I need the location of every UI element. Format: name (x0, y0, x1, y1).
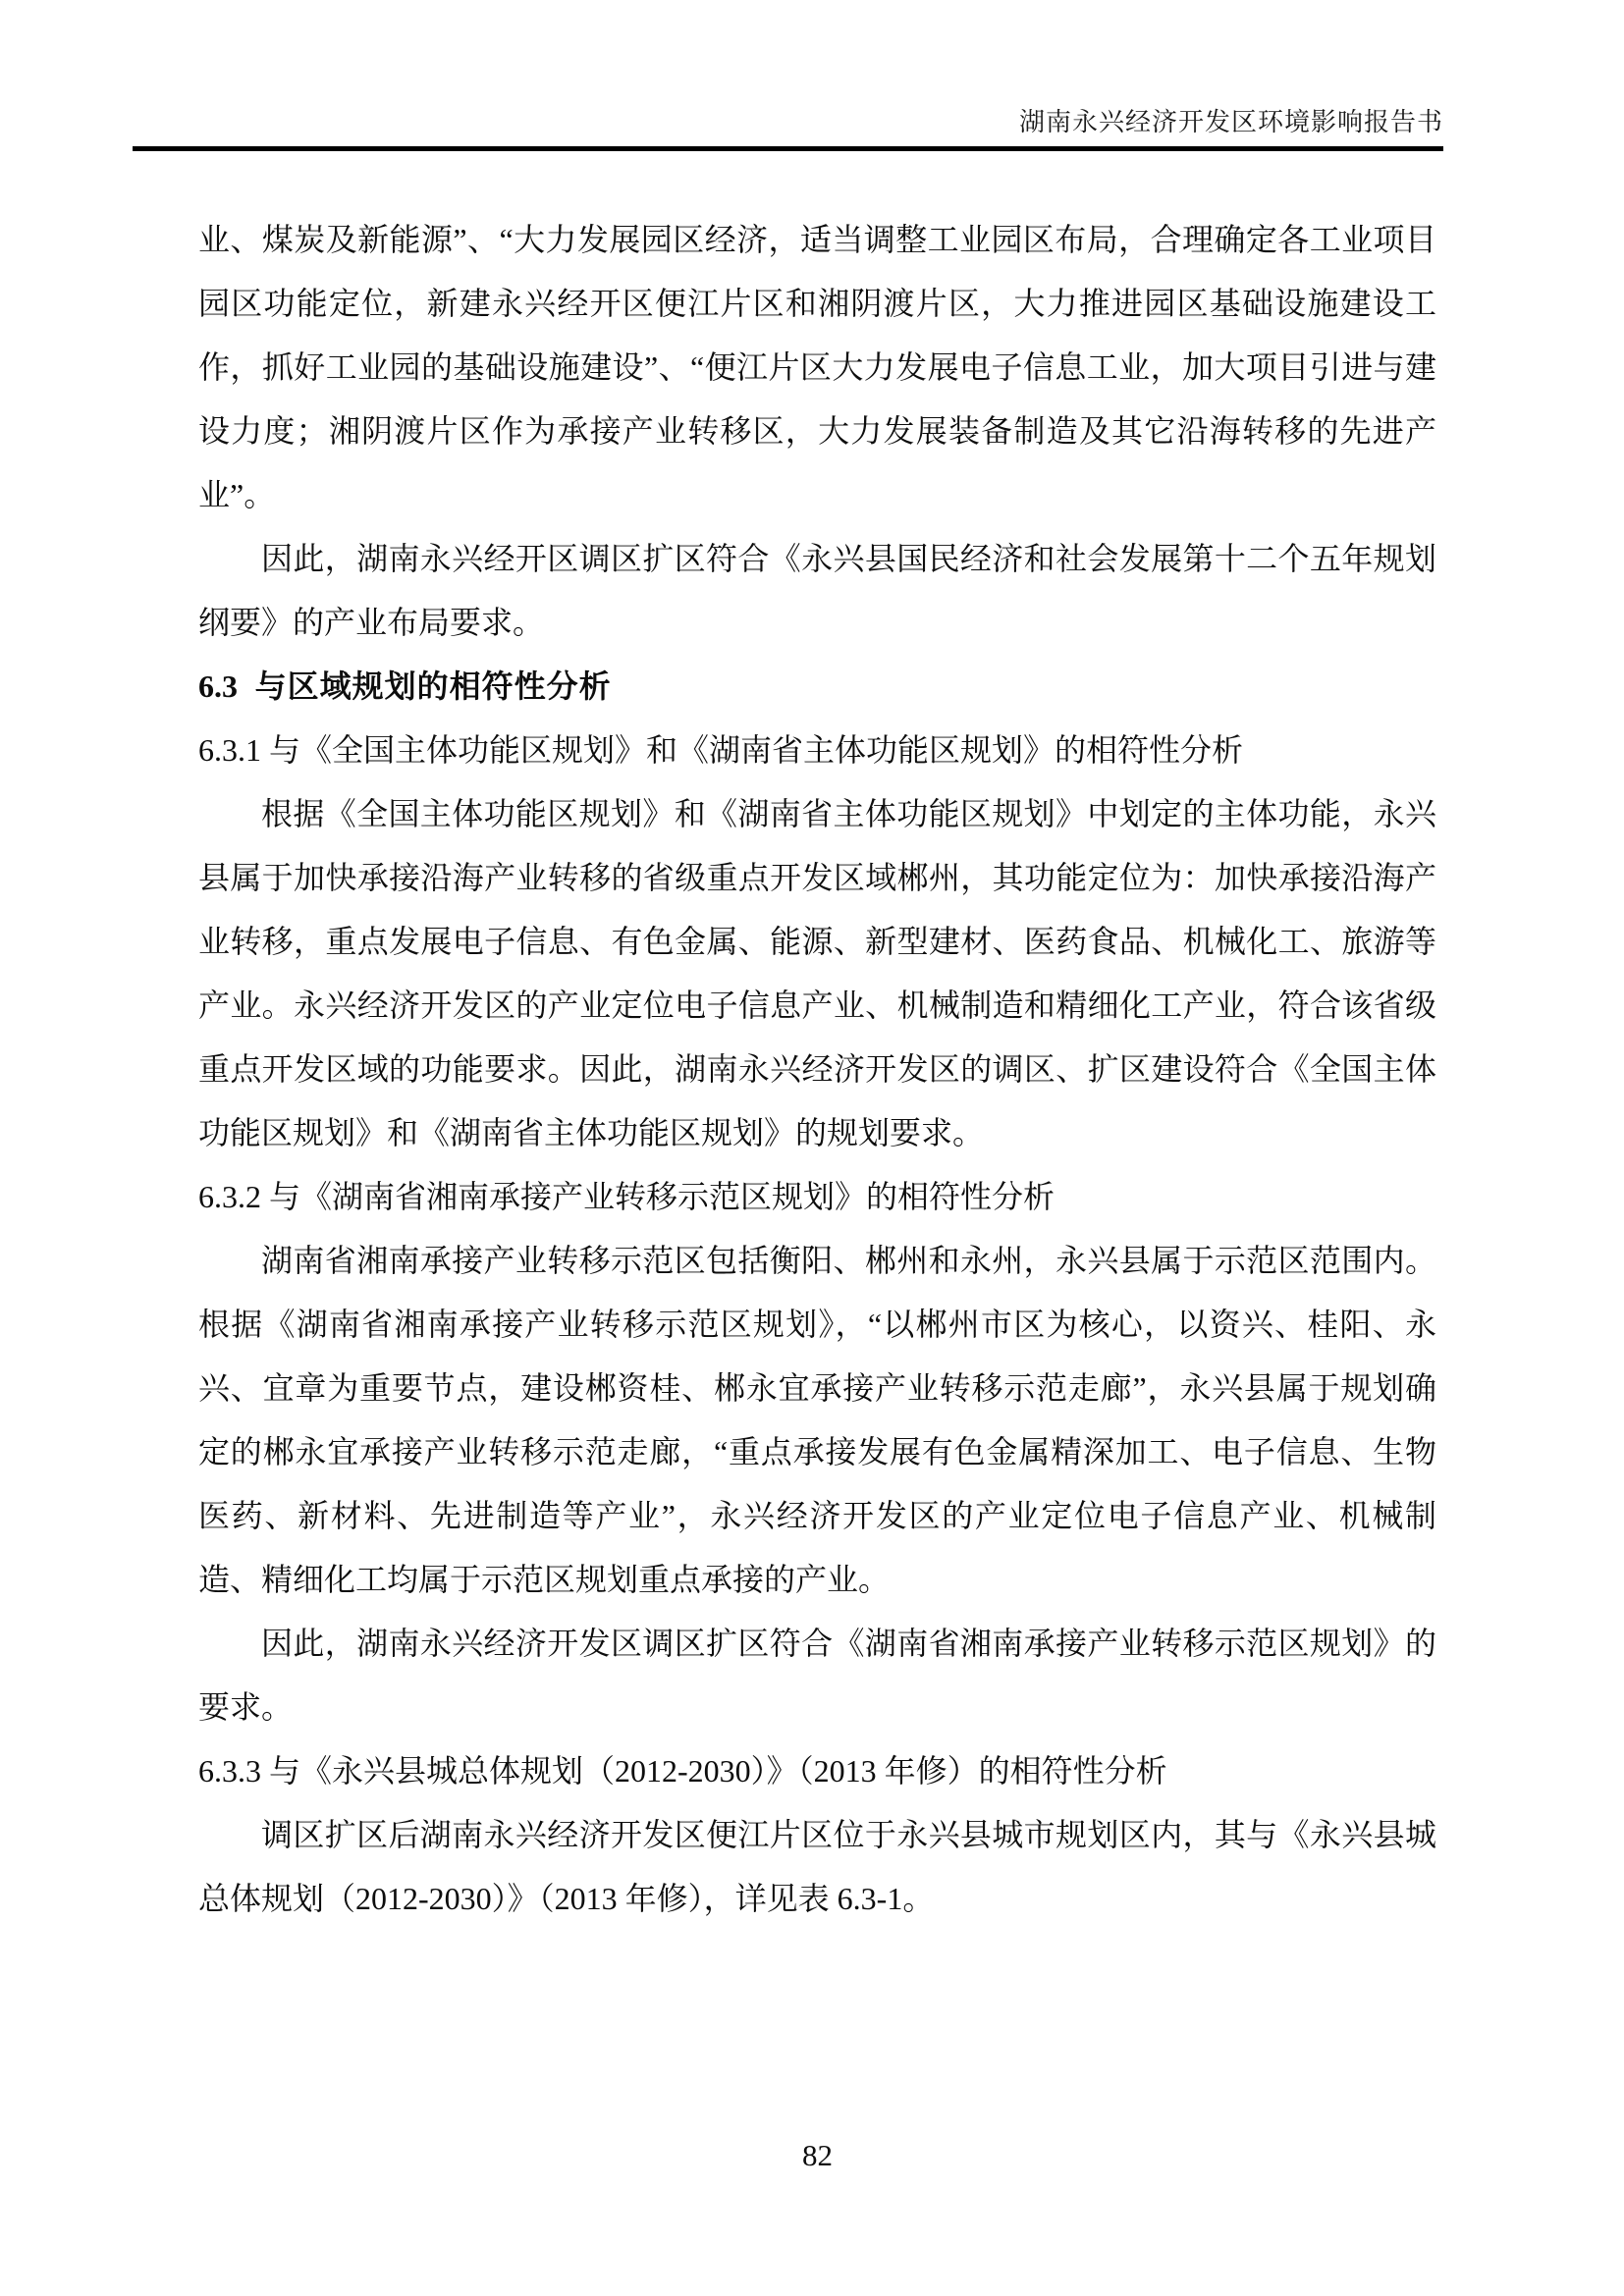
paragraph: 因此，湖南永兴经开区调区扩区符合《永兴县国民经济和社会发展第十二个五年规划纲要》的产业布局要求。 (198, 541, 1436, 640)
subsection-heading-6-3-1: 6.3.1 与《全国主体功能区规划》和《湖南省主体功能区规划》的相符性分析 (198, 732, 1244, 768)
subsection-heading-6-3-2: 6.3.2 与《湖南省湘南承接产业转移示范区规划》的相符性分析 (198, 1179, 1056, 1214)
document-body (198, 208, 1436, 1931)
page-number: 82 (802, 2138, 833, 2172)
page-footer (198, 2136, 1436, 2175)
paragraph-continued: 业、煤炭及新能源”、“大力发展园区经济，适当调整工业园区布局，合理确定各工业项目园区功能定位，新建永兴经开区便江片区和湘阴渡片区，大力推进园区基础设施建设工作，抓好工业园的基础设施建设”、“便江片区大力发展电子信息工业，加大项目引进与建设力度；湘阴渡片区作为承接产业转移区，大力发展装备制造及其它沿海转移的先进产业”。 (198, 222, 1436, 512)
paragraph: 根据《全国主体功能区规划》和《湖南省主体功能区规划》中划定的主体功能，永兴县属于加快承接沿海产业转移的省级重点开发区域郴州，其功能定位为：加快承接沿海产业转移，重点发展电子信息、有色金属、能源、新型建材、医药食品、机械化工、旅游等产业。永兴经济开发区的产业定位电子信息产业、机械制造和精细化工产业，符合该省级重点开发区域的功能要求。因此，湖南永兴经济开发区的调区、扩区建设符合《全国主体功能区规划》和《湖南省主体功能区规划》的规划要求。 (198, 796, 1436, 1150)
section-number: 6.3 (198, 668, 238, 704)
paragraph: 湖南省湘南承接产业转移示范区包括衡阳、郴州和永州，永兴县属于示范区范围内。根据《湖南省湘南承接产业转移示范区规划》，“以郴州市区为核心，以资兴、桂阳、永兴、宜章为重要节点，建设郴资桂、郴永宜承接产业转移示范走廊”，永兴县属于规划确定的郴永宜承接产业转移示范走廊，“重点承接发展有色金属精深加工、电子信息、生物医药、新材料、先进制造等产业”，永兴经济开发区的产业定位电子信息产业、机械制造、精细化工均属于示范区规划重点承接的产业。 (198, 1243, 1436, 1597)
section-heading-6-3 (198, 655, 1436, 719)
header-title: 湖南永兴经济开发区环境影响报告书 (1018, 108, 1443, 136)
paragraph: 因此，湖南永兴经济开发区调区扩区符合《湖南省湘南承接产业转移示范区规划》的要求。 (198, 1626, 1436, 1725)
header-rule (133, 146, 1443, 151)
section-title: 与区域规划的相符性分析 (254, 668, 612, 704)
page-header (133, 106, 1443, 151)
paragraph: 调区扩区后湖南永兴经济开发区便江片区位于永兴县城市规划区内，其与《永兴县城总体规划（2012-2030）》（2013 年修），详见表 6.3-1。 (198, 1817, 1436, 1916)
subsection-heading-6-3-3: 6.3.3 与《永兴县城总体规划（2012-2030）》（2013 年修）的相符性分析 (198, 1753, 1167, 1789)
